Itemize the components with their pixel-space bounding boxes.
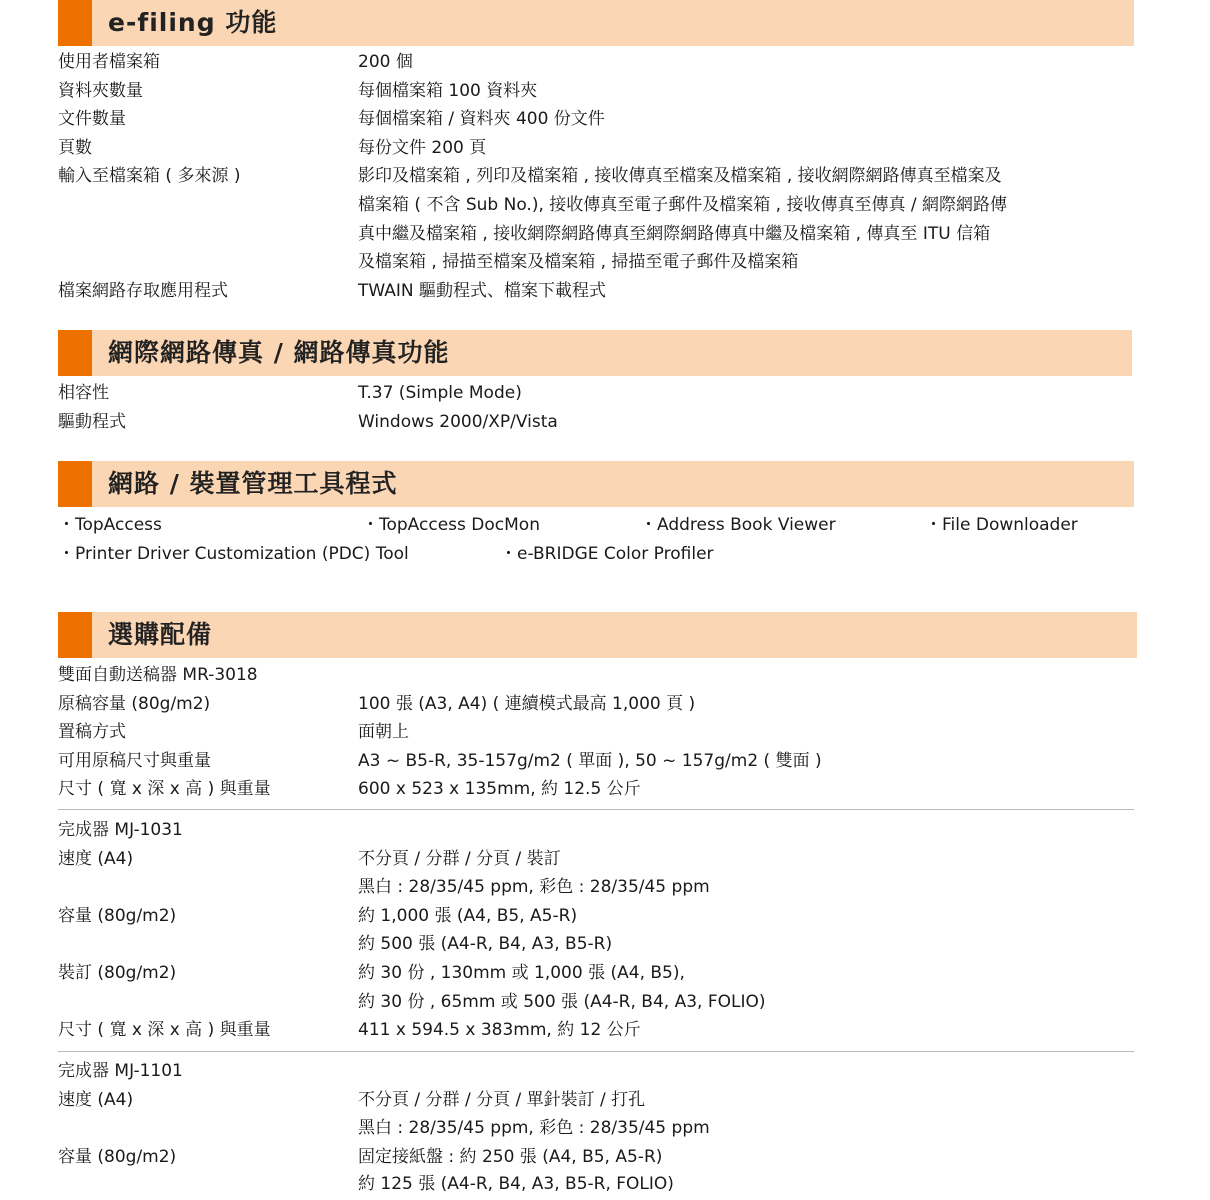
spec-value: A3 ~ B5-R, 35-157g/m2 ( 單面 ), 50 ~ 157g/m2 ( 雙面 ) xyxy=(358,750,822,771)
spec-label: 尺寸 ( 寬 x 深 x 高 ) 與重量 xyxy=(58,779,271,800)
group-divider xyxy=(58,1051,1134,1052)
spec-value: 約 30 份 , 65mm 或 500 張 (A4-R, B4, A3, FOLIO) xyxy=(358,991,766,1012)
section-marker xyxy=(58,461,92,507)
section-header-options xyxy=(58,612,1137,658)
spec-value: 檔案箱 ( 不含 Sub No.), 接收傳真至電子郵件及檔案箱 , 接收傳真至傳真 / 網際網路傳 xyxy=(358,195,1008,215)
spec-value: 每個檔案箱 100 資料夾 xyxy=(358,80,538,101)
spec-value: 約 125 張 (A4-R, B4, A3, B5-R, FOLIO) xyxy=(358,1174,674,1194)
spec-label: 原稿容量 (80g/m2) xyxy=(58,693,211,714)
spec-label: 速度 (A4) xyxy=(58,1089,134,1110)
section-title: 網路 / 裝置管理工具程式 xyxy=(108,469,398,498)
tool-item: ・Address Book Viewer xyxy=(640,515,836,535)
spec-value: TWAIN 驅動程式、檔案下載程式 xyxy=(358,280,607,301)
section-marker xyxy=(58,0,92,46)
spec-value: 411 x 594.5 x 383mm, 約 12 公斤 xyxy=(358,1020,641,1041)
tool-item: ・File Downloader xyxy=(925,515,1078,535)
spec-label: 可用原稿尺寸與重量 xyxy=(58,750,211,771)
spec-label: 資料夾數量 xyxy=(58,80,143,101)
spec-value: 黑白 : 28/35/45 ppm, 彩色 : 28/35/45 ppm xyxy=(358,877,710,898)
spec-label: 容量 (80g/m2) xyxy=(58,905,177,926)
group-name-label: 完成器 MJ-1031 xyxy=(58,820,183,840)
spec-label: 使用者檔案箱 xyxy=(58,52,160,72)
tool-item: ・e-BRIDGE Color Profiler xyxy=(500,544,714,564)
spec-label: 速度 (A4) xyxy=(58,848,134,869)
spec-label: 驅動程式 xyxy=(58,411,126,432)
spec-value: 200 個 xyxy=(358,52,413,72)
spec-value: 不分頁 / 分群 / 分頁 / 裝訂 xyxy=(358,848,561,869)
spec-value: 影印及檔案箱 , 列印及檔案箱 , 接收傳真至檔案及檔案箱 , 接收網際網路傳真至檔案及 xyxy=(358,166,1002,187)
spec-label: 相容性 xyxy=(58,383,109,403)
spec-label: 輸入至檔案箱 ( 多來源 ) xyxy=(58,166,241,187)
spec-value: 面朝上 xyxy=(358,722,409,743)
spec-value: 真中繼及檔案箱 , 接收網際網路傳真至網際網路傳真中繼及檔案箱 , 傳真至 ITU 信箱 xyxy=(358,223,991,244)
group-divider xyxy=(58,809,1134,810)
spec-value: 600 x 523 x 135mm, 約 12.5 公斤 xyxy=(358,779,641,800)
group-name-label: 完成器 MJ-1101 xyxy=(58,1061,183,1081)
section-title: 網際網路傳真 / 網路傳真功能 xyxy=(108,338,450,367)
spec-label: 置稿方式 xyxy=(58,722,126,743)
spec-label: 尺寸 ( 寬 x 深 x 高 ) 與重量 xyxy=(58,1020,271,1041)
spec-value: Windows 2000/XP/Vista xyxy=(358,411,558,432)
spec-value: 100 張 (A3, A4) ( 連續模式最高 1,000 頁 ) xyxy=(358,693,696,714)
spec-value: 及檔案箱 , 掃描至檔案及檔案箱 , 掃描至電子郵件及檔案箱 xyxy=(358,252,799,273)
tool-item: ・TopAccess xyxy=(58,515,162,535)
spec-value: 約 1,000 張 (A4, B5, A5-R) xyxy=(358,905,578,926)
section-header-tools xyxy=(58,461,1134,507)
spec-value: T.37 (Simple Mode) xyxy=(358,383,522,403)
section-header-ifax xyxy=(58,330,1132,376)
spec-value: 每個檔案箱 / 資料夾 400 份文件 xyxy=(358,109,605,130)
spec-value: 約 500 張 (A4-R, B4, A3, B5-R) xyxy=(358,934,613,955)
spec-value: 約 30 份 , 130mm 或 1,000 張 (A4, B5), xyxy=(358,963,685,983)
spec-label: 容量 (80g/m2) xyxy=(58,1146,177,1167)
spec-value: 黑白 : 28/35/45 ppm, 彩色 : 28/35/45 ppm xyxy=(358,1118,710,1139)
section-marker xyxy=(58,612,92,658)
tool-item: ・TopAccess DocMon xyxy=(362,515,540,535)
spec-label: 文件數量 xyxy=(58,109,126,130)
group-name-label: 雙面自動送稿器 MR-3018 xyxy=(58,665,258,685)
spec-value: 每份文件 200 頁 xyxy=(358,137,487,158)
spec-label: 裝訂 (80g/m2) xyxy=(58,963,177,983)
spec-value: 固定接紙盤 : 約 250 張 (A4, B5, A5-R) xyxy=(358,1146,663,1167)
spec-label: 頁數 xyxy=(58,137,92,158)
section-header-efiling xyxy=(58,0,1134,46)
section-marker xyxy=(58,330,92,376)
section-title: e-filing 功能 xyxy=(108,8,278,37)
spec-label: 檔案網路存取應用程式 xyxy=(58,280,228,301)
spec-value: 不分頁 / 分群 / 分頁 / 單針裝訂 / 打孔 xyxy=(358,1089,646,1110)
section-title: 選購配備 xyxy=(108,620,213,649)
tool-item: ・Printer Driver Customization (PDC) Tool xyxy=(58,544,409,564)
